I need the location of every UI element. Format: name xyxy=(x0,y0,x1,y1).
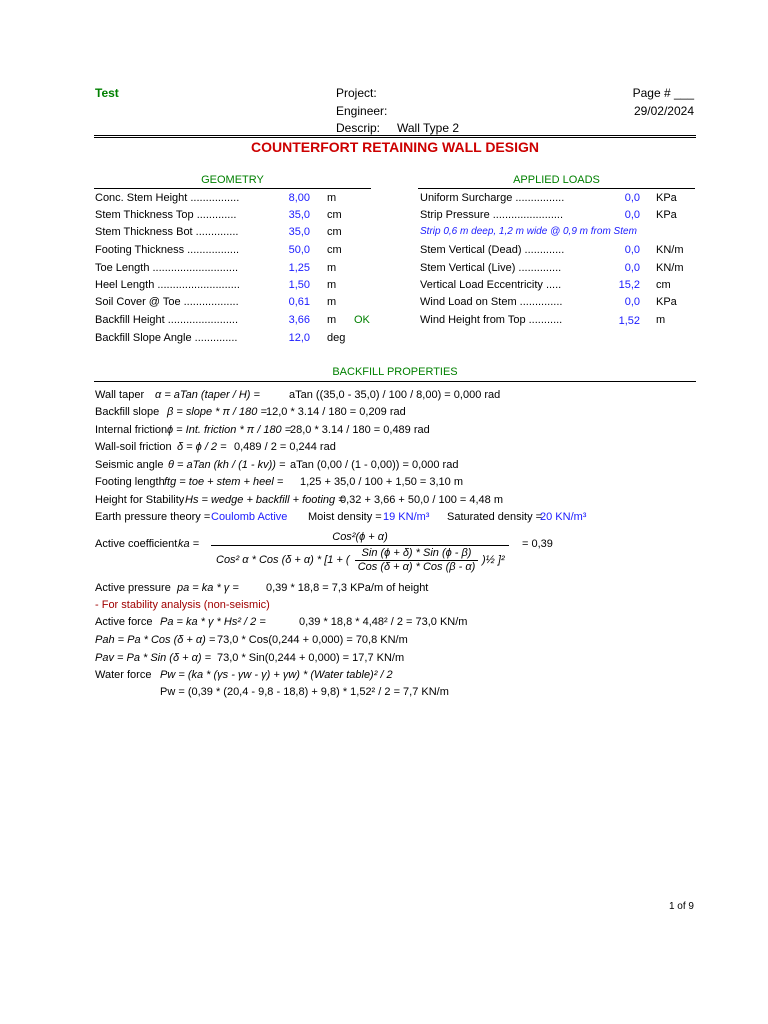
footing-length-label: Footing length xyxy=(95,476,165,488)
geometry-unit: m xyxy=(327,314,337,326)
geometry-value[interactable]: 0,61 xyxy=(288,296,310,308)
geometry-label: Stem Thickness Top ............. xyxy=(95,209,237,221)
geometry-label: Heel Length ........................... xyxy=(95,279,240,291)
active-force-formula: Pa = ka * γ * Hs² / 2 = xyxy=(160,616,266,628)
geometry-unit: cm xyxy=(327,244,342,256)
applied-loads-heading: APPLIED LOADS xyxy=(513,174,600,186)
saturated-density-value[interactable]: 20 KN/m³ xyxy=(540,511,587,523)
moist-density-label: Moist density = xyxy=(308,511,382,523)
geometry-value[interactable]: 3,66 xyxy=(288,314,310,326)
header-divider-2 xyxy=(94,137,696,138)
descrip-label: Descrip: xyxy=(336,121,381,135)
geometry-value[interactable]: 12,0 xyxy=(288,332,310,344)
geometry-value[interactable]: 50,0 xyxy=(288,244,310,256)
load-value[interactable]: 0,0 xyxy=(624,296,640,308)
inner-numerator: Sin (ϕ + δ) * Sin (ϕ - β) xyxy=(361,547,472,559)
height-stability-calc: 0,32 + 3,66 + 50,0 / 100 = 4,48 m xyxy=(340,494,503,506)
engineer-label: Engineer: xyxy=(336,104,388,118)
active-pressure-label: Active pressure xyxy=(95,582,171,594)
project-label: Project: xyxy=(336,86,377,100)
backfill-heading: BACKFILL PROPERTIES xyxy=(332,366,458,378)
earth-pressure-label: Earth pressure theory = xyxy=(95,511,211,523)
active-pressure-formula: pa = ka * γ = xyxy=(177,582,239,594)
load-value[interactable]: 15,2 xyxy=(618,279,640,291)
load-label: Vertical Load Eccentricity ..... xyxy=(420,279,562,291)
wall-soil-friction-calc: 0,489 / 2 = 0,244 rad xyxy=(234,441,336,453)
height-stability-label: Height for Stability xyxy=(95,494,185,506)
inner-denominator: Cos (δ + α) * Cos (β - α) xyxy=(357,561,476,573)
backfill-slope-label: Backfill slope xyxy=(95,406,160,418)
company-name: Test xyxy=(95,86,119,100)
geometry-unit: cm xyxy=(327,226,342,238)
load-unit: KPa xyxy=(656,209,677,221)
active-force-label: Active force xyxy=(95,616,153,628)
load-unit: KN/m xyxy=(656,262,684,274)
wall-taper-label: Wall taper xyxy=(95,389,145,401)
load-value[interactable]: 1,52 xyxy=(618,315,640,327)
geometry-label: Backfill Height ....................... xyxy=(95,314,239,326)
saturated-density-label: Saturated density = xyxy=(447,511,543,523)
seismic-angle-calc: aTan (0,00 / (1 - 0,00)) = 0,000 rad xyxy=(290,459,459,471)
water-force-calc: Pw = (0,39 * (20,4 - 9,8 - 18,8) + 9,8) * 1,52² / 2 = 7,7 KN/m xyxy=(160,686,449,698)
backfill-slope-formula: β = slope * π / 180 = xyxy=(167,406,267,418)
load-unit: KPa xyxy=(656,192,677,204)
geometry-value[interactable]: 35,0 xyxy=(288,226,310,238)
page-label: Page # ___ xyxy=(632,86,694,100)
active-coefficient-result: = 0,39 xyxy=(522,538,553,550)
active-force-calc: 0,39 * 18,8 * 4,48² / 2 = 73,0 KN/m xyxy=(299,616,468,628)
load-unit: KPa xyxy=(656,296,677,308)
geometry-unit: m xyxy=(327,192,337,204)
header-divider xyxy=(94,135,696,136)
geometry-label: Conc. Stem Height ................ xyxy=(95,192,240,204)
height-stability-formula: Hs = wedge + backfill + footing = xyxy=(185,494,345,506)
seismic-angle-label: Seismic angle xyxy=(95,459,164,471)
geometry-value[interactable]: 1,25 xyxy=(288,262,310,274)
backfill-height-status: OK xyxy=(354,314,370,326)
pah-formula: Pah = Pa * Cos (δ + α) = xyxy=(95,634,216,646)
stability-note: - For stability analysis (non-seismic) xyxy=(95,599,270,611)
load-value[interactable]: 0,0 xyxy=(624,192,640,204)
strip-note: Strip 0,6 m deep, 1,2 m wide @ 0,9 m from Stem xyxy=(420,226,637,237)
active-coefficient-label: Active coefficient xyxy=(95,538,178,550)
page-title: COUNTERFORT RETAINING WALL DESIGN xyxy=(250,139,540,155)
geometry-value[interactable]: 35,0 xyxy=(288,209,310,221)
load-unit: cm xyxy=(656,279,671,291)
load-label: Stem Vertical (Live) .............. xyxy=(420,262,562,274)
wall-soil-friction-formula: δ = ϕ / 2 = xyxy=(177,441,227,453)
geometry-heading: GEOMETRY xyxy=(201,174,264,186)
pav-formula: Pav = Pa * Sin (δ + α) = xyxy=(95,652,212,664)
applied-loads-underline xyxy=(418,188,695,189)
internal-friction-formula: ϕ = Int. friction * π / 180 = xyxy=(167,424,292,436)
active-coefficient-symbol: ka = xyxy=(178,538,200,550)
geometry-unit: m xyxy=(327,296,337,308)
wall-taper-formula: α = aTan (taper / H) = xyxy=(155,389,260,401)
pah-calc: 73,0 * Cos(0,244 + 0,000) = 70,8 KN/m xyxy=(217,634,408,646)
load-value[interactable]: 0,0 xyxy=(624,244,640,256)
geometry-value[interactable]: 1,50 xyxy=(288,279,310,291)
descrip-value: Wall Type 2 xyxy=(397,121,460,135)
internal-friction-label: Internal friction xyxy=(95,424,168,436)
geometry-underline xyxy=(94,188,371,189)
moist-density-value[interactable]: 19 KN/m³ xyxy=(383,511,430,523)
geometry-unit: m xyxy=(327,262,337,274)
fraction-bar xyxy=(211,545,509,546)
active-coefficient-denominator-a: Cos² α * Cos (δ + α) * [1 + ( xyxy=(216,554,350,566)
load-label: Strip Pressure ....................... xyxy=(420,209,564,221)
geometry-label: Backfill Slope Angle .............. xyxy=(95,332,238,344)
geometry-label: Footing Thickness ................. xyxy=(95,244,240,256)
backfill-slope-calc: 12,0 * 3.14 / 180 = 0,209 rad xyxy=(266,406,406,418)
geometry-label: Stem Thickness Bot .............. xyxy=(95,226,239,238)
geometry-value[interactable]: 8,00 xyxy=(288,192,310,204)
internal-friction-calc: 28,0 * 3.14 / 180 = 0,489 rad xyxy=(290,424,430,436)
seismic-angle-formula: θ = aTan (kh / (1 - kv)) = xyxy=(168,459,286,471)
load-unit: KN/m xyxy=(656,244,684,256)
water-force-label: Water force xyxy=(95,669,152,681)
wall-taper-calc: aTan ((35,0 - 35,0) / 100 / 8,00) = 0,000 rad xyxy=(289,389,501,401)
active-coefficient-numerator: Cos²(ϕ + α) xyxy=(332,531,388,543)
active-coefficient-denominator-b: )½ ]² xyxy=(482,554,505,566)
active-pressure-calc: 0,39 * 18,8 = 7,3 KPa/m of height xyxy=(266,582,429,594)
pav-calc: 73,0 * Sin(0,244 + 0,000) = 17,7 KN/m xyxy=(217,652,405,664)
geometry-unit: deg xyxy=(327,332,346,344)
backfill-underline xyxy=(94,381,696,382)
load-label: Wind Load on Stem .............. xyxy=(420,296,563,308)
load-label: Uniform Surcharge ................ xyxy=(420,192,565,204)
earth-pressure-theory[interactable]: Coulomb Active xyxy=(211,511,288,523)
footing-length-formula: ftg = toe + stem + heel = xyxy=(164,476,284,488)
geometry-unit: cm xyxy=(327,209,342,221)
water-force-formula: Pw = (ka * (γs - γw - γ) + γw) * (Water table)² / 2 xyxy=(160,669,393,681)
page-number: 1 of 9 xyxy=(668,901,694,912)
geometry-unit: m xyxy=(327,279,337,291)
wall-soil-friction-label: Wall-soil friction xyxy=(95,441,172,453)
date: 29/02/2024 xyxy=(633,104,694,118)
geometry-label: Soil Cover @ Toe .................. xyxy=(95,296,239,308)
load-label: Wind Height from Top ........... xyxy=(420,314,563,326)
load-unit: m xyxy=(656,314,666,326)
footing-length-calc: 1,25 + 35,0 / 100 + 1,50 = 3,10 m xyxy=(300,476,463,488)
load-value[interactable]: 0,0 xyxy=(624,262,640,274)
geometry-label: Toe Length ............................ xyxy=(95,262,239,274)
load-value[interactable]: 0,0 xyxy=(624,209,640,221)
load-label: Stem Vertical (Dead) ............. xyxy=(420,244,565,256)
